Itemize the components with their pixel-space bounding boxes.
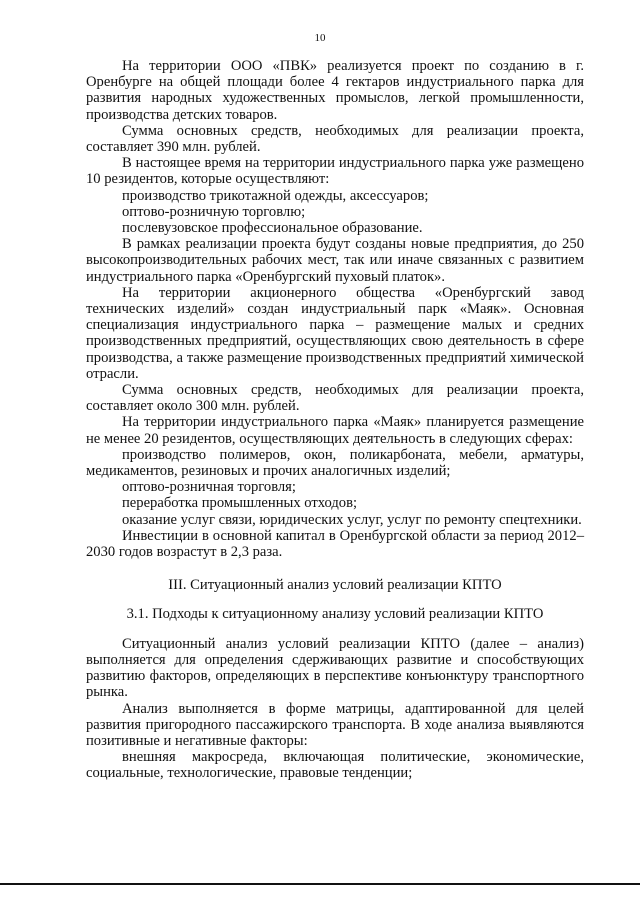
- list-item-polymers: производство полимеров, окон, поликарбоната, мебели, арматуры, медикаментов, резиновых и прочих аналогичных изделий;: [86, 446, 584, 480]
- section-heading: III. Ситуационный анализ условий реализации КПТО: [168, 577, 502, 594]
- document-body: [86, 58, 584, 782]
- paragraph-analysis-matrix: Анализ выполняется в форме матрицы, адаптированной для целей развития пригородного пассажирского транспорта. В ходе анализа выявляются позитивные и негативные факторы:: [86, 700, 584, 749]
- paragraph-mayak-cost: Сумма основных средств, необходимых для реализации проекта, составляет около 300 млн. рублей.: [86, 382, 584, 415]
- paragraph-investments: Инвестиции в основной капитал в Оренбургской области за период 2012–2030 годов возрастут в 2,3 раза.: [86, 527, 584, 561]
- list-item-wholesale: оптово-розничная торговля;: [122, 479, 296, 496]
- list-item-knitwear: производство трикотажной одежды, аксессуаров;: [122, 187, 429, 204]
- paragraph-pvk-project: На территории ООО «ПВК» реализуется проект по созданию в г. Оренбурге на общей площади более 4 гектаров индустриального парка для развития народных художественных промыслов, легкой промышленности, производства детских товаров.: [86, 58, 584, 123]
- paragraph-mayak-residents: На территории индустриального парка «Маяк» планируется размещение не менее 20 резидентов, осуществляющих деятельность в следующих сферах:: [86, 414, 584, 447]
- paragraph-new-jobs: В рамках реализации проекта будут созданы новые предприятия, до 250 высокопроизводительных рабочих мест, так или иначе связанных с развитием индустриального парка «Оренбургский пуховый платок».: [86, 236, 584, 285]
- paragraph-pvk-cost: Сумма основных средств, необходимых для реализации проекта, составляет 390 млн. рублей.: [86, 122, 584, 156]
- paragraph-residents-intro: В настоящее время на территории индустриального парка уже размещено 10 резидентов, которые осуществляют:: [86, 155, 584, 188]
- page-number: 10: [314, 32, 326, 44]
- bottom-divider: [0, 883, 640, 885]
- list-item-trade: оптово-розничную торговлю;: [122, 203, 306, 220]
- subsection-heading: 3.1. Подходы к ситуационному анализу условий реализации КПТО: [126, 605, 544, 622]
- list-item-education: послевузовское профессиональное образование.: [122, 220, 423, 237]
- list-item-macroenvironment: внешняя макросреда, включающая политические, экономические, социальные, технологические, правовые тенденции;: [86, 749, 584, 782]
- list-item-services: оказание услуг связи, юридических услуг, услуг по ремонту спецтехники.: [122, 511, 582, 528]
- paragraph-mayak-park: На территории акционерного общества «Оренбургский завод технических изделий» создан индустриальный парк «Маяк». Основная специализация индустриального парка – размещение малых и средних производственных предприятий, осуществляющих свою деятельность в сфере производства, а также размещение производственных предприятий химической отрасли.: [86, 284, 584, 382]
- list-item-waste: переработка промышленных отходов;: [122, 495, 358, 512]
- paragraph-analysis-definition: Ситуационный анализ условий реализации КПТО (далее – анализ) выполняется для определения сдерживающих развитие и способствующих развитию факторов, определяющих в перспективе конъюнктуру транспортного рынка.: [86, 635, 584, 701]
